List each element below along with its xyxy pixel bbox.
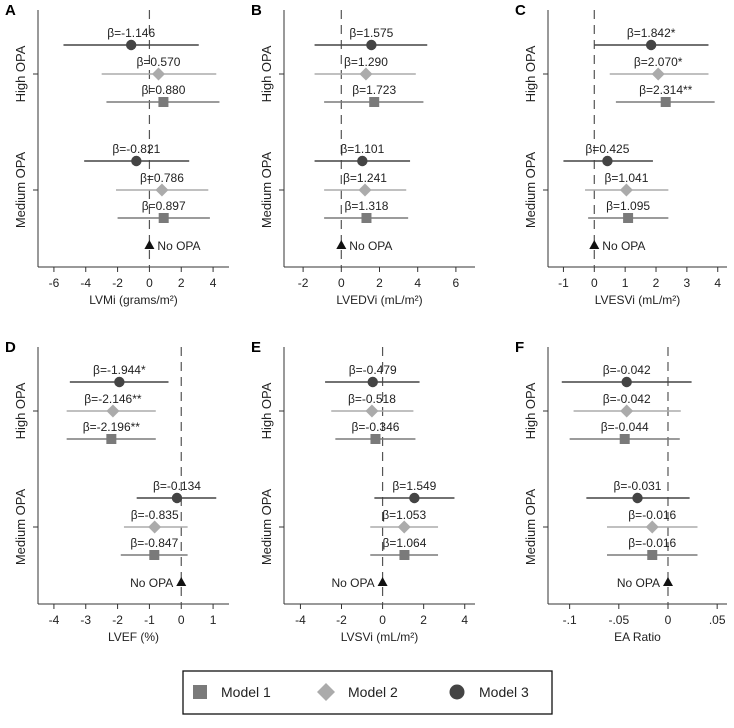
point-model-1 <box>661 97 671 107</box>
point-model-2 <box>106 405 119 418</box>
x-tick-label: 0 <box>337 276 345 290</box>
point-model-3 <box>646 40 656 50</box>
point-model-1 <box>620 434 630 444</box>
x-tick-label: 2 <box>376 276 383 290</box>
point-model-2 <box>148 521 161 534</box>
beta-label: β=1.318 <box>344 199 389 213</box>
beta-label: β=-0.042 <box>602 392 651 406</box>
panel-label: E <box>251 339 262 356</box>
panel-label: B <box>251 2 262 19</box>
x-tick-label: 2 <box>420 613 427 627</box>
x-tick-label: 2 <box>652 276 660 290</box>
beta-label: β=1.041 <box>604 171 649 185</box>
panel-b <box>251 2 475 307</box>
x-tick-label: 6 <box>452 276 460 290</box>
x-tick-label: 1 <box>209 613 217 627</box>
beta-label: β=-0.847 <box>130 536 179 550</box>
beta-label: β=-0.346 <box>351 420 400 434</box>
beta-label: β=0.880 <box>141 83 186 97</box>
beta-label: β=-2.146** <box>84 392 142 406</box>
point-model-1 <box>159 213 169 223</box>
point-model-3 <box>409 493 419 503</box>
beta-label: β=1.053 <box>382 508 427 522</box>
y-category-label: High OPA <box>13 45 28 103</box>
panel-label: F <box>515 339 525 356</box>
reference-marker <box>336 240 346 249</box>
x-tick-label: -2 <box>112 613 123 627</box>
beta-label: β=-0.835 <box>130 508 179 522</box>
beta-label: β=-0.031 <box>613 479 662 493</box>
point-model-2 <box>646 521 659 534</box>
x-tick-label: 0 <box>379 613 386 627</box>
x-axis-label: LVEDVi (mL/m²) <box>336 293 423 307</box>
y-category-label: Medium OPA <box>13 488 28 566</box>
beta-label: β=1.842* <box>626 26 676 40</box>
point-model-1 <box>149 550 159 560</box>
x-tick-label: -6 <box>48 276 60 290</box>
point-model-2 <box>398 521 411 534</box>
x-tick-label: -3 <box>80 613 92 627</box>
x-axis-label: LVSVi (mL/m²) <box>340 630 419 644</box>
beta-label: β=-2.196** <box>82 420 140 434</box>
x-tick-label: -4 <box>295 613 306 627</box>
legend-label: Model 1 <box>221 684 271 700</box>
reference-marker <box>176 577 186 586</box>
reference-marker <box>589 240 599 249</box>
panel-a <box>5 2 229 307</box>
beta-label: β=0.786 <box>139 171 184 185</box>
legend-label: Model 3 <box>479 684 529 700</box>
y-category-label: High OPA <box>259 45 274 103</box>
point-model-2 <box>365 405 378 418</box>
point-model-3 <box>632 493 642 503</box>
beta-label: β=0.897 <box>141 199 186 213</box>
beta-label: β=0.425 <box>585 142 630 156</box>
point-model-3 <box>368 377 378 387</box>
x-axis-label: LVESVi (mL/m²) <box>594 293 681 307</box>
reference-label: No OPA <box>130 576 174 590</box>
y-category-label: Medium OPA <box>259 488 274 566</box>
legend-label: Model 2 <box>348 684 398 700</box>
point-model-1 <box>369 97 379 107</box>
panel-label: C <box>515 2 526 19</box>
point-model-3 <box>131 156 141 166</box>
panel-f <box>515 339 727 644</box>
x-tick-label: -.05 <box>608 613 630 627</box>
y-category-label: Medium OPA <box>13 151 28 229</box>
beta-label: β=-0.042 <box>602 363 651 377</box>
point-model-1 <box>370 434 380 444</box>
y-category-label: High OPA <box>523 45 538 103</box>
point-model-3 <box>357 156 367 166</box>
panel-d <box>5 339 229 644</box>
x-tick-label: 0 <box>590 276 598 290</box>
beta-label: β=-0.016 <box>628 508 677 522</box>
x-tick-label: -.1 <box>562 613 577 627</box>
point-model-3 <box>126 40 136 50</box>
x-tick-label: 4 <box>414 276 422 290</box>
point-model-3 <box>602 156 612 166</box>
reference-label: No OPA <box>157 239 201 253</box>
beta-label: β=-0.821 <box>112 142 161 156</box>
point-model-2 <box>359 68 372 81</box>
x-tick-label: .05 <box>708 613 726 627</box>
point-model-3 <box>114 377 124 387</box>
point-model-3 <box>172 493 182 503</box>
reference-marker <box>378 577 388 586</box>
point-model-3 <box>621 377 631 387</box>
y-category-label: Medium OPA <box>523 151 538 229</box>
y-category-label: Medium OPA <box>259 151 274 229</box>
beta-label: β=-1.146 <box>107 26 156 40</box>
x-axis-label: LVEF (%) <box>107 630 160 644</box>
reference-label: No OPA <box>616 576 660 590</box>
y-category-label: High OPA <box>13 382 28 440</box>
beta-label: β=2.314** <box>639 83 693 97</box>
reference-label: No OPA <box>331 576 375 590</box>
x-tick-label: 4 <box>714 276 722 290</box>
x-axis-label: EA Ratio <box>614 630 661 644</box>
point-model-1 <box>106 434 116 444</box>
x-tick-label: -4 <box>48 613 60 627</box>
x-axis-label: LVMi (grams/m²) <box>89 293 178 307</box>
x-tick-label: -4 <box>80 276 92 290</box>
panel-label: A <box>5 2 16 19</box>
beta-label: β=-0.016 <box>628 536 677 550</box>
x-tick-label: 4 <box>461 613 469 627</box>
beta-label: β=1.064 <box>382 536 427 550</box>
panel-label: D <box>5 339 16 356</box>
y-category-label: Medium OPA <box>523 488 538 566</box>
beta-label: β=-0.479 <box>348 363 397 377</box>
point-model-2 <box>620 405 633 418</box>
point-model-2 <box>652 68 665 81</box>
point-model-1 <box>361 213 371 223</box>
reference-marker <box>144 240 154 249</box>
beta-label: β=1.095 <box>606 199 651 213</box>
x-tick-label: -2 <box>112 276 123 290</box>
x-tick-label: -1 <box>558 276 569 290</box>
beta-label: β=1.290 <box>343 55 388 69</box>
beta-label: β=1.549 <box>392 479 437 493</box>
point-model-3 <box>366 40 376 50</box>
x-tick-label: 0 <box>146 276 153 290</box>
x-tick-label: 1 <box>621 276 629 290</box>
y-category-label: High OPA <box>523 382 538 440</box>
reference-label: No OPA <box>349 239 393 253</box>
beta-label: β=-1.944* <box>93 363 146 377</box>
point-model-1 <box>399 550 409 560</box>
panel-c <box>515 2 727 307</box>
point-model-2 <box>155 184 168 197</box>
point-model-1 <box>623 213 633 223</box>
beta-label: β=2.070* <box>633 55 683 69</box>
legend-marker-square <box>193 685 207 699</box>
panel-e <box>251 339 475 644</box>
x-tick-label: 0 <box>664 613 672 627</box>
reference-label: No OPA <box>602 239 646 253</box>
x-tick-label: -2 <box>297 276 309 290</box>
beta-label: β=1.241 <box>343 171 387 185</box>
point-model-2 <box>152 68 165 81</box>
x-tick-label: 4 <box>209 276 217 290</box>
beta-label: β=-0.518 <box>347 392 396 406</box>
beta-label: β=0.570 <box>136 55 181 69</box>
reference-marker <box>663 577 673 586</box>
point-model-2 <box>620 184 633 197</box>
point-model-1 <box>647 550 657 560</box>
x-tick-label: -2 <box>336 613 347 627</box>
legend-marker-circle <box>450 685 465 700</box>
point-model-2 <box>359 184 372 197</box>
point-model-1 <box>158 97 168 107</box>
x-tick-label: 0 <box>177 613 185 627</box>
beta-label: β=-0.134 <box>153 479 201 493</box>
beta-label: β=1.723 <box>352 83 397 97</box>
beta-label: β=1.101 <box>340 142 385 156</box>
legend <box>183 671 552 714</box>
x-tick-label: 2 <box>177 276 185 290</box>
x-tick-label: -1 <box>144 613 155 627</box>
beta-label: β=1.575 <box>349 26 394 40</box>
y-category-label: High OPA <box>259 382 274 440</box>
beta-label: β=-0.044 <box>600 420 649 434</box>
x-tick-label: 3 <box>683 276 691 290</box>
